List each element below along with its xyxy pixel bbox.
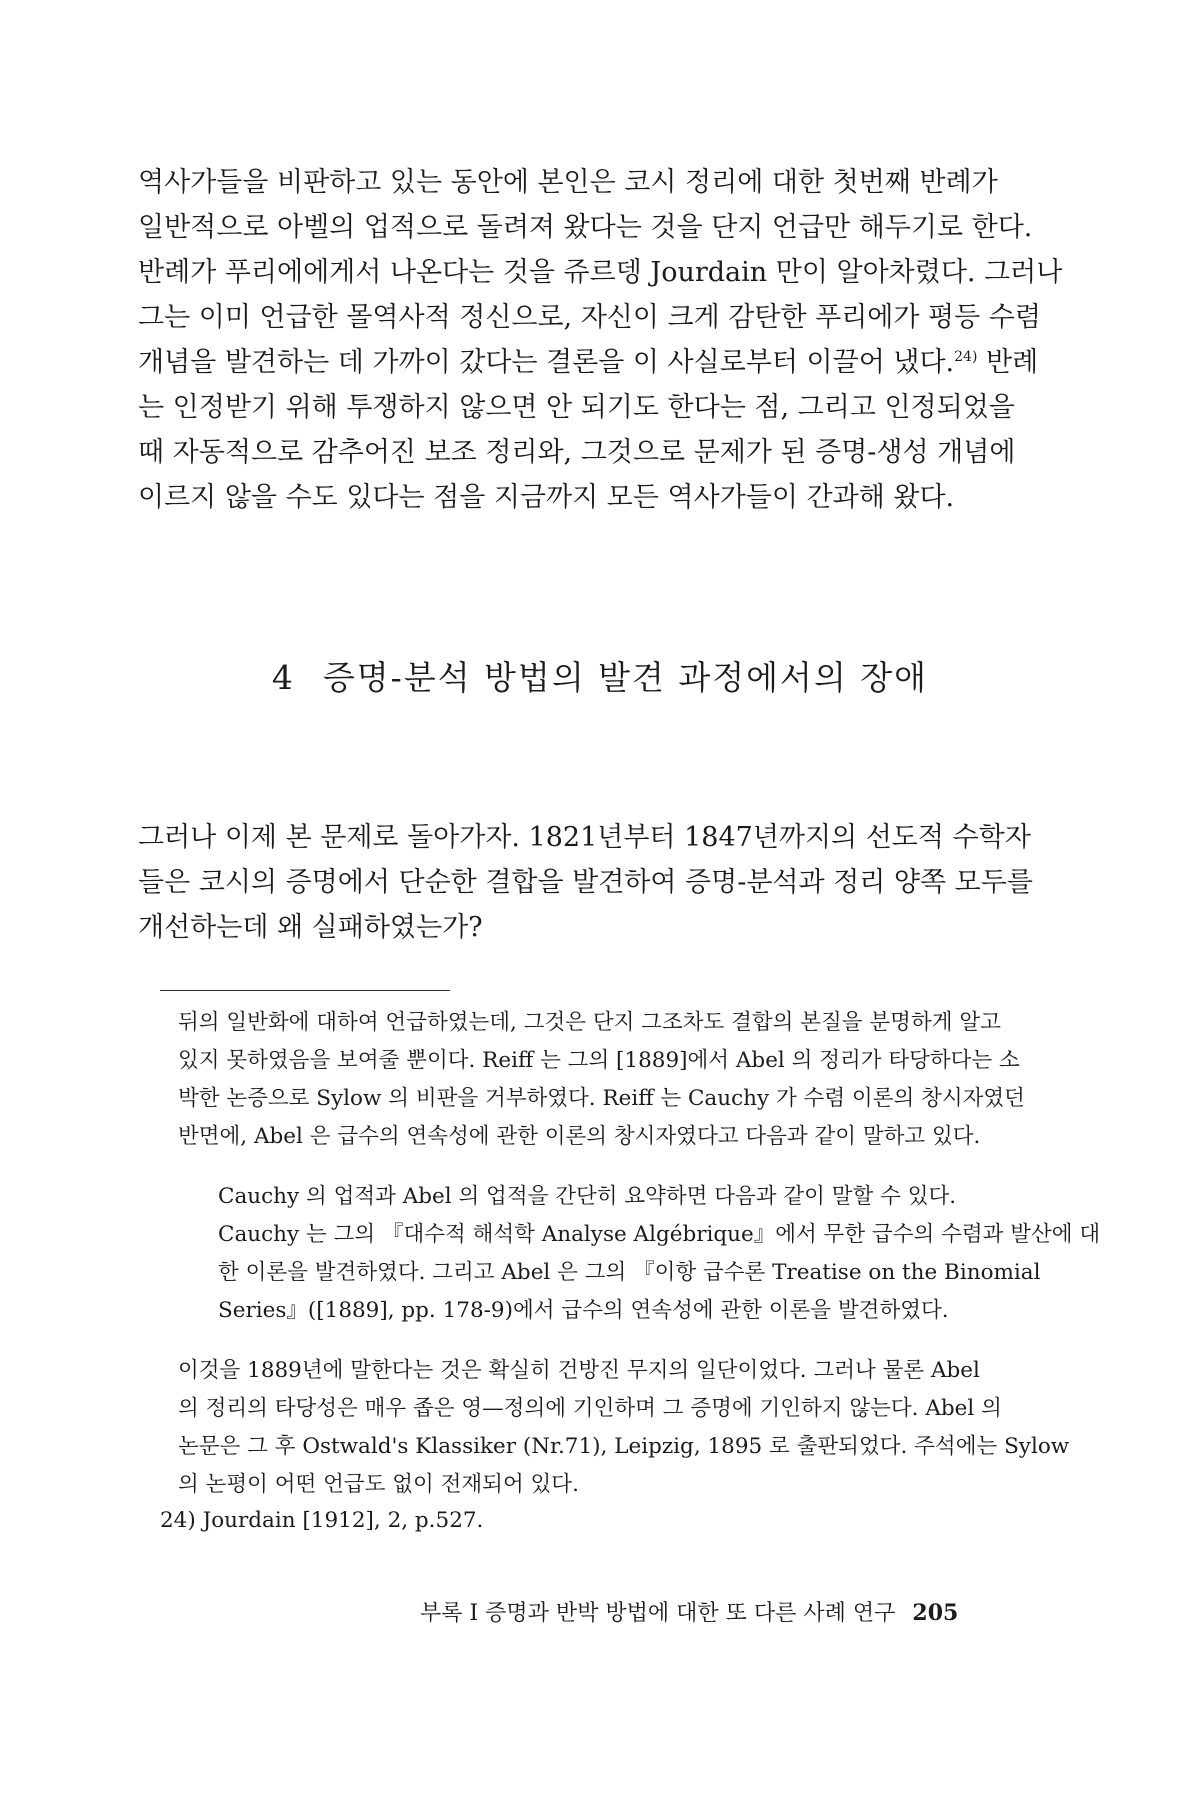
footnote-quotation <box>218 1178 1101 1330</box>
section-heading <box>0 652 1200 699</box>
footnote-line: Cauchy 는 그의 『대수적 해석학 Analyse Algébrique』에서 무한 급수의 수렴과 발산에 대 <box>218 1222 1101 1247</box>
section-title: 증명-분석 방법의 발견 과정에서의 장애 <box>322 658 929 697</box>
footnote-24: 24) Jourdain [1912], 2, p.527. <box>160 1508 484 1533</box>
footnote-line: 뒤의 일반화에 대하여 언급하였는데, 그것은 단지 그조차도 결합의 본질을 분명하게 알고 <box>178 1010 1001 1035</box>
footnote-line: 의 논평이 어떤 언급도 없이 전재되어 있다. <box>178 1472 579 1497</box>
paragraph-line: 개선하는데 왜 실패하였는가? <box>138 912 483 943</box>
paragraph-line: 반례가 푸리에에게서 나온다는 것을 쥬르뎅 Jourdain 만이 알아차렸다. 그러나 <box>138 257 1063 288</box>
footnote-block-3 <box>178 1352 1070 1504</box>
page-number: 205 <box>912 1600 959 1626</box>
footnote-line: 논문은 그 후 Ostwald's Klassiker (Nr.71), Leipzig, 1895 로 출판되었다. 주석에는 Sylow <box>178 1434 1070 1459</box>
paragraph-line <box>138 340 1039 385</box>
footnote-block-1 <box>178 1004 1028 1156</box>
paragraph-line: 는 인정받기 위해 투쟁하지 않으면 안 되기도 한다는 점, 그리고 인정되었을 <box>138 392 1015 423</box>
section-number: 4 <box>271 658 295 697</box>
paragraph-line-text: 개념을 발견하는 데 가까이 갔다는 결론을 이 사실로부터 이끌어 냈다. <box>138 347 955 378</box>
footnote-line: 반면에, Abel 은 급수의 연속성에 관한 이론의 창시자였다고 다음과 같이 말하고 있다. <box>178 1124 981 1149</box>
footnote-line: 이것을 1889년에 말한다는 것은 확실히 건방진 무지의 일단이었다. 그러나 물론 Abel <box>178 1358 980 1383</box>
body-paragraph-1 <box>138 160 1063 520</box>
footnote-line: 있지 못하였음을 보여줄 뿐이다. Reiff 는 그의 [1889]에서 Abel 의 정리가 타당하다는 소 <box>178 1048 1020 1073</box>
footnote-separator <box>160 990 450 991</box>
paragraph-line: 때 자동적으로 감추어진 보조 정리와, 그것으로 문제가 된 증명-생성 개념에 <box>138 437 1016 468</box>
paragraph-line: 일반적으로 아벨의 업적으로 돌려져 왔다는 것을 단지 언급만 해두기로 한다. <box>138 212 1033 243</box>
paragraph-line: 그는 이미 언급한 몰역사적 정신으로, 자신이 크게 감탄한 푸리에가 평등 수렴 <box>138 302 1041 333</box>
paragraph-line: 그러나 이제 본 문제로 돌아가자. 1821년부터 1847년까지의 선도적 수학자 <box>138 822 1031 853</box>
paragraph-line: 이르지 않을 수도 있다는 점을 지금까지 모든 역사가들이 간과해 왔다. <box>138 482 955 513</box>
footnote-line: 한 이론을 발견하였다. 그리고 Abel 은 그의 『이항 급수론 Treatise on the Binomial <box>218 1260 1041 1285</box>
footnote-line: Series』([1889], pp. 178-9)에서 급수의 연속성에 관한 이론을 발견하였다. <box>218 1298 949 1323</box>
footnote-reference: 24) <box>954 349 978 365</box>
footnote-line: 박한 논증으로 Sylow 의 비판을 거부하였다. Reiff 는 Cauchy 가 수렴 이론의 창시자였던 <box>178 1086 1025 1111</box>
running-footer-title: 부록 I 증명과 반박 방법에 대한 또 다른 사례 연구 <box>420 1601 896 1626</box>
footnote-line: 의 정리의 타당성은 매우 좁은 영—정의에 기인하며 그 증명에 기인하지 않는다. Abel 의 <box>178 1396 1002 1421</box>
running-footer <box>420 1594 1028 1633</box>
paragraph-line: 들은 코시의 증명에서 단순한 결합을 발견하여 증명-분석과 정리 양쪽 모두를 <box>138 867 1033 898</box>
paragraph-line-tail: 반례 <box>977 347 1039 378</box>
footnote-line: Cauchy 의 업적과 Abel 의 업적을 간단히 요약하면 다음과 같이 말할 수 있다. <box>218 1184 957 1209</box>
paragraph-line: 역사가들을 비판하고 있는 동안에 본인은 코시 정리에 대한 첫번째 반례가 <box>138 167 998 198</box>
body-paragraph-2 <box>138 815 1033 950</box>
